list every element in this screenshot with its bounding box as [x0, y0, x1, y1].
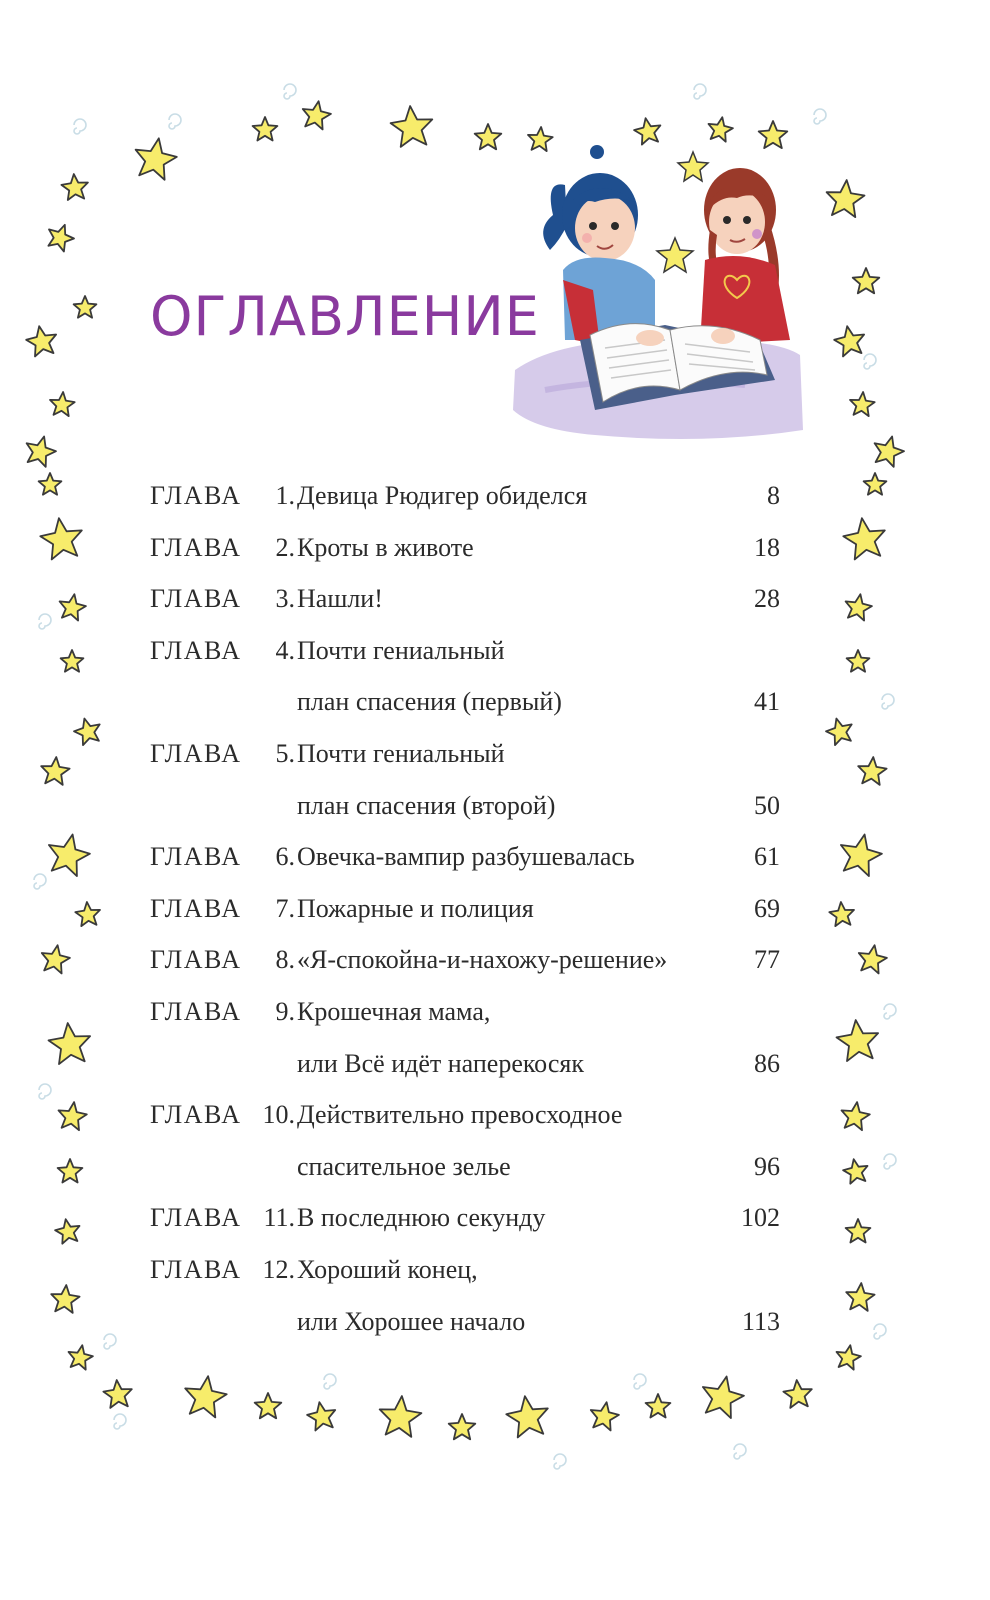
star-icon	[841, 835, 882, 877]
swirl-icon	[104, 1334, 116, 1349]
swirl-icon	[884, 1154, 896, 1169]
chapter-label: ГЛАВА	[150, 1203, 242, 1233]
star-icon	[51, 1285, 79, 1313]
chapter-title: план спасения (второй)	[297, 790, 556, 820]
star-icon	[59, 1102, 87, 1130]
star-icon	[837, 1345, 861, 1370]
toc-entry-continuation	[150, 1038, 780, 1090]
toc-entry-continuation	[150, 676, 780, 728]
star-icon	[27, 437, 56, 467]
page-number: 86	[754, 1048, 780, 1078]
star-icon	[41, 757, 69, 785]
star-icon	[846, 594, 872, 620]
swirl-icon	[34, 874, 46, 889]
star-icon	[75, 902, 100, 926]
chapter-number: 12.	[262, 1254, 295, 1284]
swirl-icon	[39, 1084, 51, 1099]
toc-entry	[150, 1192, 780, 1244]
chapter-label: ГЛАВА	[150, 996, 242, 1026]
star-icon	[475, 124, 502, 149]
star-icon	[506, 1396, 548, 1437]
chapter-number: 7.	[275, 893, 295, 923]
star-icon	[42, 945, 70, 973]
star-icon	[709, 117, 733, 142]
star-icon	[40, 518, 82, 559]
chapter-title: Девица Рюдигер обиделся	[297, 481, 588, 510]
chapter-label: ГЛАВА	[150, 738, 242, 768]
star-icon	[646, 1394, 671, 1418]
star-icon	[103, 1380, 131, 1408]
star-icon	[703, 1377, 744, 1419]
star-icon	[69, 1345, 93, 1370]
toc-entry	[150, 522, 780, 574]
star-icon	[834, 326, 864, 356]
swirl-icon	[284, 84, 296, 99]
chapter-title: или Всё идёт наперекосяк	[297, 1048, 584, 1078]
star-icon	[826, 719, 852, 746]
chapter-number: 11.	[263, 1203, 295, 1233]
star-icon	[303, 101, 331, 129]
star-icon	[850, 392, 875, 416]
swirl-icon	[114, 1414, 126, 1429]
star-icon	[60, 594, 86, 620]
toc-entry-continuation	[150, 1296, 780, 1348]
swirl-icon	[324, 1374, 336, 1389]
star-icon	[846, 1283, 874, 1311]
star-icon	[853, 268, 880, 293]
swirl-icon	[874, 1324, 886, 1339]
star-icon	[26, 326, 56, 356]
chapter-number: 9.	[275, 996, 295, 1026]
star-icon	[253, 117, 278, 141]
swirl-icon	[634, 1374, 646, 1389]
chapter-number: 5.	[275, 738, 295, 768]
star-icon	[843, 518, 885, 559]
chapter-title: «Я-спокойна-и-нахожу-решение»	[297, 945, 668, 975]
swirl-icon	[74, 119, 86, 134]
chapter-label: ГЛАВА	[150, 532, 242, 562]
chapter-title: Почти гениальный	[297, 635, 505, 665]
chapter-title: или Хорошее начало	[297, 1306, 526, 1336]
chapter-title: Хороший конец,	[297, 1254, 478, 1284]
chapter-title: В последнюю секунду	[297, 1203, 546, 1233]
star-icon	[49, 1023, 91, 1064]
chapter-number: 8.	[275, 945, 295, 975]
swirl-icon	[554, 1454, 566, 1469]
chapter-title: Нашли!	[297, 584, 383, 614]
swirl-icon	[884, 1004, 896, 1019]
star-icon	[55, 1219, 79, 1244]
page-number: 69	[754, 893, 780, 923]
page-number: 18	[754, 532, 780, 562]
star-icon	[380, 1396, 422, 1437]
star-icon	[49, 835, 90, 877]
page-number: 96	[754, 1151, 780, 1181]
page-number: 113	[741, 1306, 780, 1336]
chapter-title: план спасения (первый)	[297, 687, 562, 717]
chapter-number: 2.	[275, 532, 295, 562]
toc-entry	[150, 625, 780, 677]
toc-entry	[150, 883, 780, 935]
chapter-title: Пожарные и полиция	[297, 893, 534, 923]
toc-entry-continuation	[150, 1141, 780, 1193]
page-number: 41	[754, 687, 780, 717]
page-number: 61	[754, 842, 780, 872]
chapter-title: Действительно превосходное	[297, 1100, 623, 1130]
chapter-label: ГЛАВА	[150, 842, 242, 872]
star-icon	[829, 902, 854, 926]
chapter-title: Овечка-вампир разбушевалась	[297, 842, 635, 872]
toc-entry	[150, 934, 780, 986]
chapter-label: ГЛАВА	[150, 635, 242, 665]
star-icon	[837, 1020, 879, 1061]
star-icon	[61, 650, 84, 672]
table-of-contents	[150, 470, 780, 1347]
chapter-label: ГЛАВА	[150, 584, 242, 614]
toc-entry	[150, 1089, 780, 1141]
star-icon	[591, 1402, 619, 1430]
page-number: 77	[754, 945, 780, 975]
star-icon	[858, 757, 886, 785]
toc-entry-continuation	[150, 780, 780, 832]
star-icon	[61, 174, 88, 200]
chapter-label: ГЛАВА	[150, 1100, 242, 1130]
star-icon	[391, 106, 433, 147]
toc-entry	[150, 470, 780, 522]
star-icon	[58, 1159, 83, 1183]
star-icon	[842, 1102, 870, 1130]
chapter-number: 6.	[275, 842, 295, 872]
star-icon	[74, 296, 97, 318]
star-icon	[136, 138, 177, 180]
page-number: 8	[767, 481, 780, 510]
page-number: 102	[741, 1203, 780, 1233]
toc-entry	[150, 986, 780, 1038]
star-icon	[307, 1402, 335, 1430]
star-icon	[449, 1414, 476, 1439]
star-icon	[783, 1380, 811, 1408]
swirl-icon	[39, 614, 51, 629]
star-icon	[864, 473, 887, 495]
two-girls-reading-book-illustration	[505, 140, 805, 445]
toc-entry	[150, 1244, 780, 1296]
star-icon	[255, 1393, 282, 1418]
chapter-number: 4.	[275, 635, 295, 665]
page-number: 28	[754, 584, 780, 614]
star-icon	[48, 225, 74, 252]
swirl-icon	[734, 1444, 746, 1459]
chapter-title: Кроты в животе	[297, 532, 474, 562]
swirl-icon	[882, 694, 894, 709]
chapter-label: ГЛАВА	[150, 1254, 242, 1284]
swirl-icon	[694, 84, 706, 99]
star-icon	[875, 437, 904, 467]
page-number: 50	[754, 790, 780, 820]
star-icon	[847, 650, 870, 672]
star-icon	[185, 1376, 227, 1417]
star-icon	[39, 473, 62, 495]
star-icon	[827, 180, 865, 217]
page-title: ОГЛАВЛЕНИЕ	[150, 285, 540, 348]
chapter-label: ГЛАВА	[150, 481, 242, 510]
chapter-number: 1.	[275, 481, 295, 510]
star-icon	[74, 719, 100, 746]
swirl-icon	[814, 109, 826, 124]
chapter-number: 10.	[262, 1100, 295, 1130]
swirl-icon	[864, 354, 876, 369]
toc-entry	[150, 728, 780, 780]
swirl-icon	[169, 114, 181, 129]
chapter-label: ГЛАВА	[150, 945, 242, 975]
star-icon	[859, 945, 887, 973]
chapter-title: Крошечная мама,	[297, 996, 491, 1026]
toc-entry	[150, 831, 780, 883]
chapter-label: ГЛАВА	[150, 893, 242, 923]
star-icon	[846, 1219, 871, 1243]
star-icon	[843, 1159, 867, 1184]
chapter-number: 3.	[275, 584, 295, 614]
chapter-title: Почти гениальный	[297, 738, 505, 768]
star-icon	[50, 392, 75, 416]
chapter-title: спасительное зелье	[297, 1151, 511, 1181]
toc-entry	[150, 573, 780, 625]
